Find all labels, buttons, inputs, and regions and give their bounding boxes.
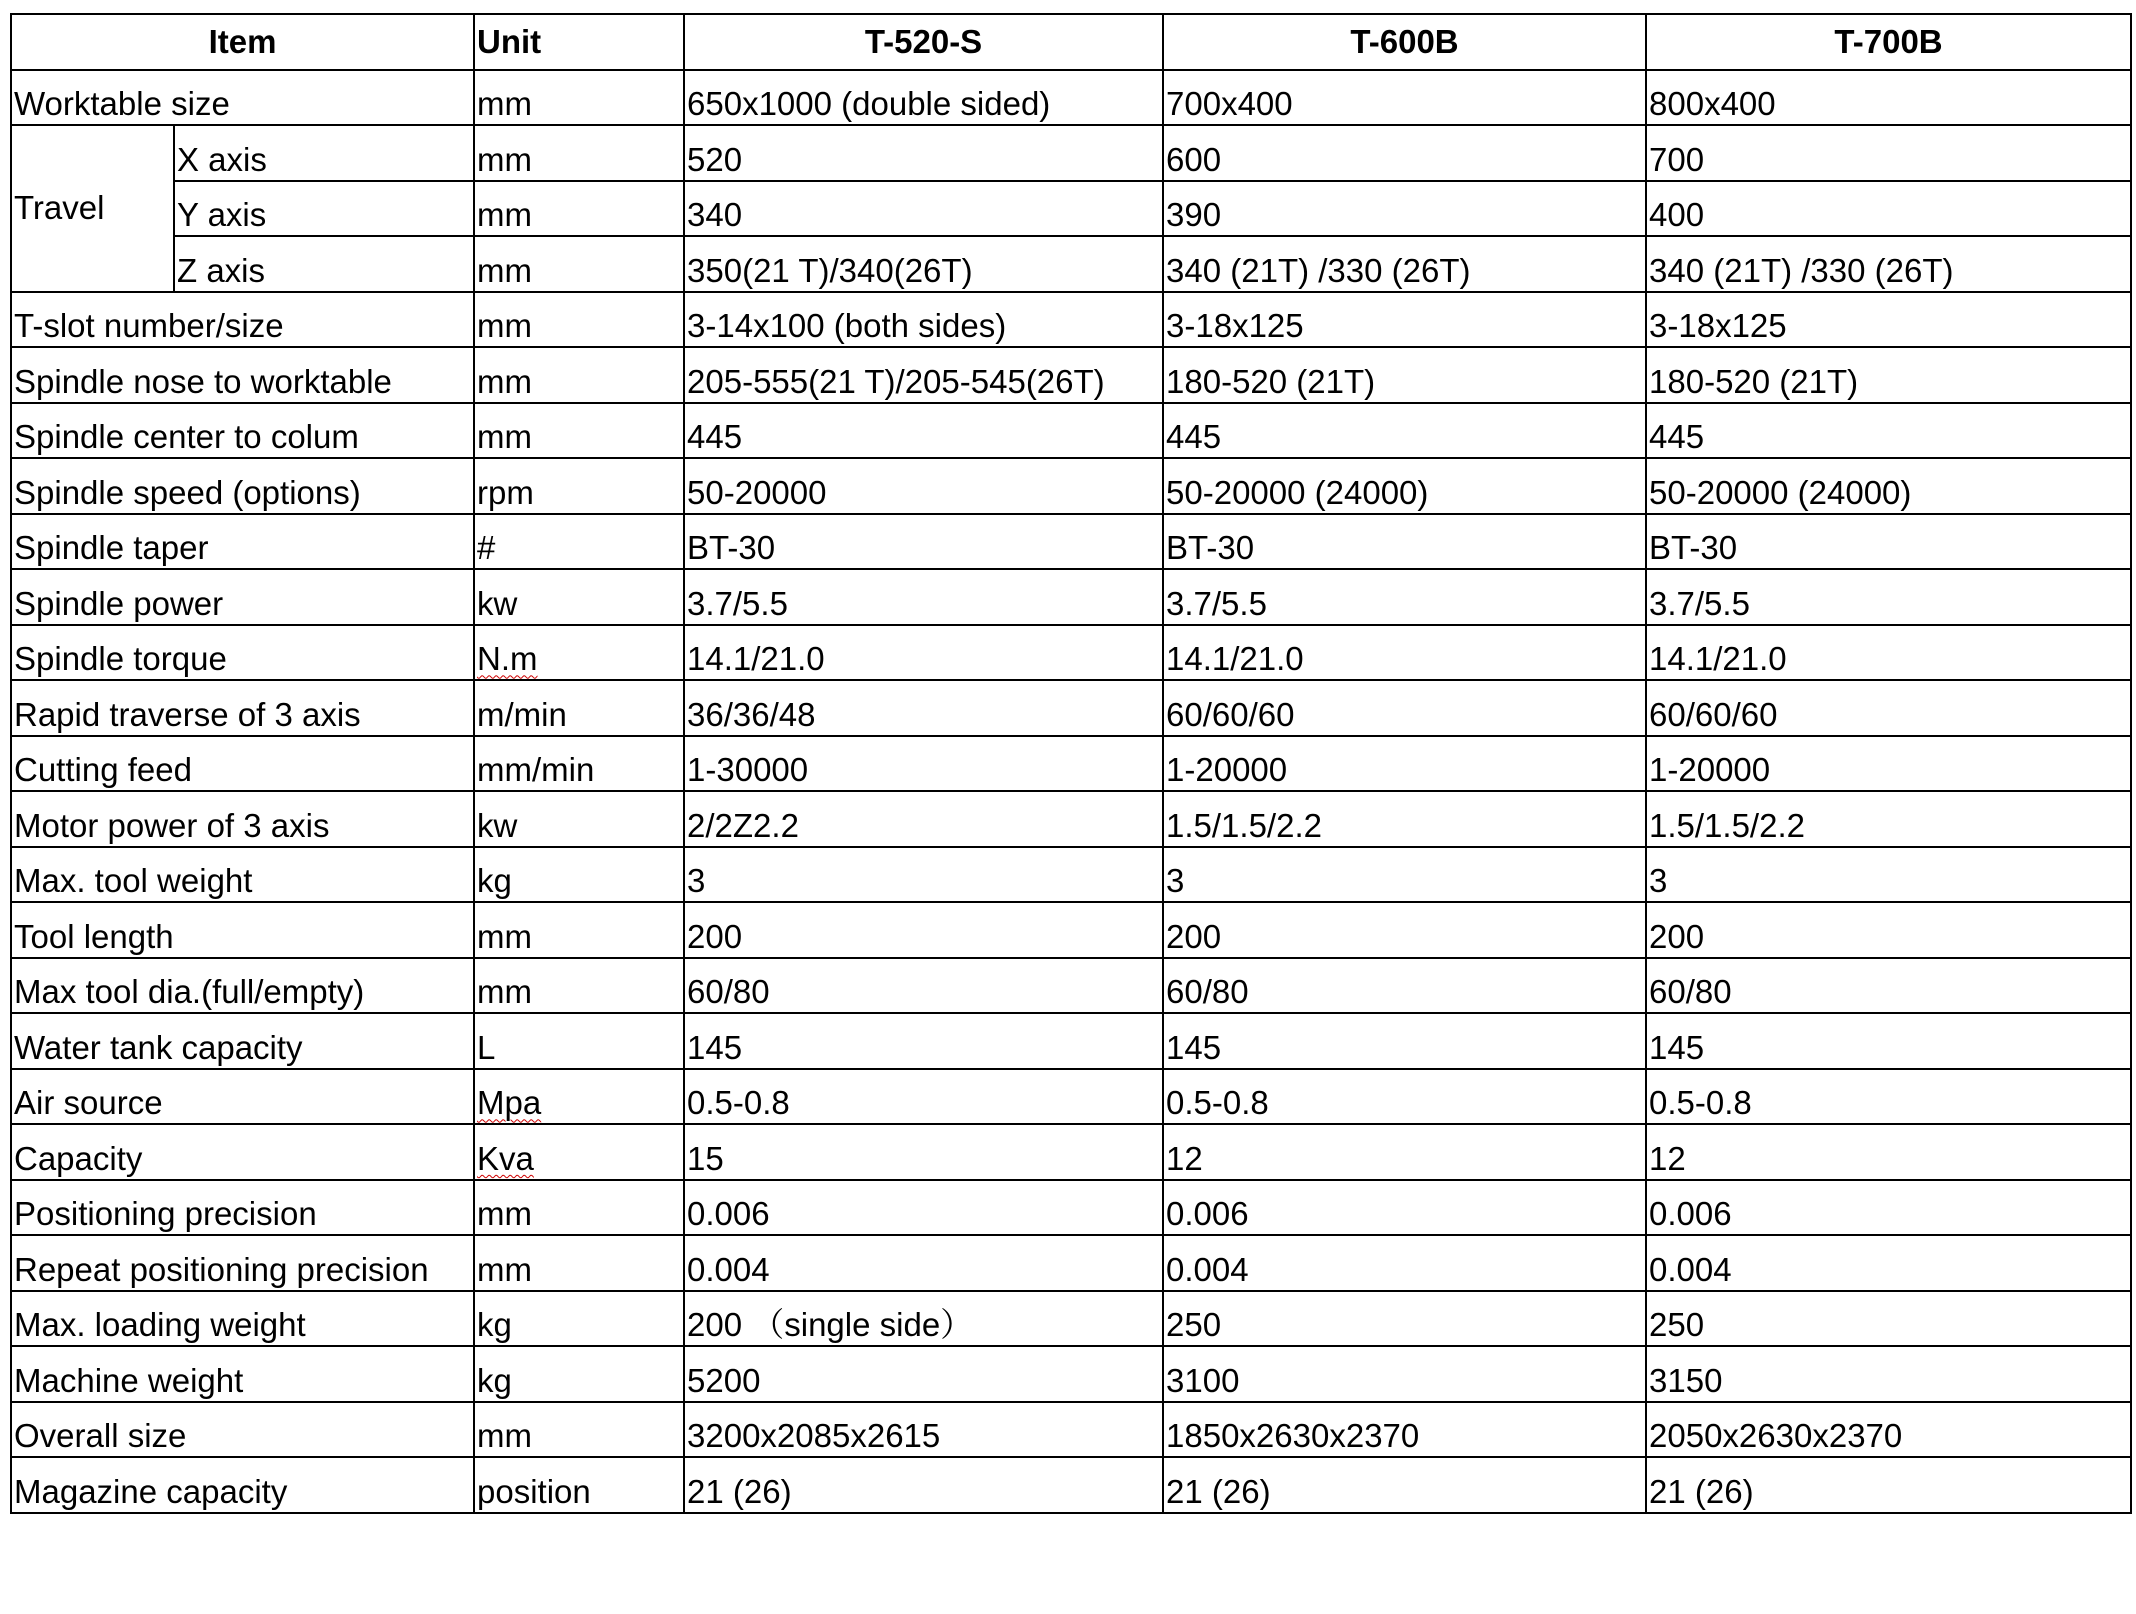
row-value: 180-520 (21T) xyxy=(1646,347,2131,403)
row-unit-text: mm xyxy=(477,362,532,400)
row-value: 145 xyxy=(684,1013,1163,1069)
row-value: 60/60/60 xyxy=(1163,680,1646,736)
row-value: 3-18x125 xyxy=(1646,292,2131,348)
row-unit-text: mm xyxy=(477,1250,532,1288)
row-label: Overall size xyxy=(11,1402,474,1458)
row-value: 340 xyxy=(684,181,1163,237)
table-row xyxy=(11,70,2131,126)
table-row xyxy=(11,1124,2131,1180)
row-value: 50-20000 xyxy=(684,458,1163,514)
row-value: 2/2Z2.2 xyxy=(684,791,1163,847)
row-value: 2050x2630x2370 xyxy=(1646,1402,2131,1458)
row-unit-text: kw xyxy=(477,806,518,844)
row-unit-text: Mpa xyxy=(477,1084,542,1122)
travel-axis: Z axis xyxy=(174,236,474,292)
row-value: 12 xyxy=(1163,1124,1646,1180)
row-value: 700 xyxy=(1646,125,2131,181)
row-value: 1-20000 xyxy=(1163,736,1646,792)
table-row xyxy=(11,1457,2131,1513)
row-value: 200 xyxy=(1163,902,1646,958)
row-unit xyxy=(474,292,684,348)
table-row xyxy=(11,569,2131,625)
row-value: 50-20000 (24000) xyxy=(1163,458,1646,514)
row-unit-text: rpm xyxy=(477,473,534,511)
row-unit-text: mm xyxy=(477,418,532,456)
row-value: 12 xyxy=(1646,1124,2131,1180)
row-unit xyxy=(474,403,684,459)
row-value: 200 （single side） xyxy=(684,1291,1163,1347)
row-value: 60/80 xyxy=(1646,958,2131,1014)
row-unit-text: mm xyxy=(477,1195,532,1233)
table-row xyxy=(11,181,2131,237)
table-row xyxy=(11,403,2131,459)
row-value: 250 xyxy=(1646,1291,2131,1347)
row-unit xyxy=(474,1124,684,1180)
row-value: 445 xyxy=(1163,403,1646,459)
row-unit-text: kg xyxy=(477,1306,512,1344)
row-label: Spindle torque xyxy=(11,625,474,681)
row-value: 145 xyxy=(1646,1013,2131,1069)
row-value: 145 xyxy=(1163,1013,1646,1069)
row-value: 800x400 xyxy=(1646,70,2131,126)
row-value: 200 xyxy=(684,902,1163,958)
row-unit xyxy=(474,791,684,847)
row-unit-text: mm xyxy=(477,917,532,955)
row-value: 340 (21T) /330 (26T) xyxy=(1163,236,1646,292)
row-unit xyxy=(474,458,684,514)
header-model-1: T-520-S xyxy=(684,14,1163,70)
row-unit xyxy=(474,1346,684,1402)
row-value: 3200x2085x2615 xyxy=(684,1402,1163,1458)
row-unit-text: N.m xyxy=(477,640,538,678)
table-row xyxy=(11,458,2131,514)
row-value: 340 (21T) /330 (26T) xyxy=(1646,236,2131,292)
table-row xyxy=(11,514,2131,570)
row-unit-text: mm xyxy=(477,973,532,1011)
row-label: T-slot number/size xyxy=(11,292,474,348)
row-value: 0.5-0.8 xyxy=(684,1069,1163,1125)
row-unit xyxy=(474,514,684,570)
row-label: Water tank capacity xyxy=(11,1013,474,1069)
row-unit-text: L xyxy=(477,1028,496,1066)
row-unit xyxy=(474,347,684,403)
row-unit: mm xyxy=(474,181,684,237)
row-value: 5200 xyxy=(684,1346,1163,1402)
row-label: Rapid traverse of 3 axis xyxy=(11,680,474,736)
row-value: 3 xyxy=(684,847,1163,903)
row-unit xyxy=(474,569,684,625)
row-value: 180-520 (21T) xyxy=(1163,347,1646,403)
row-unit xyxy=(474,625,684,681)
row-value: BT-30 xyxy=(1163,514,1646,570)
row-value: 3 xyxy=(1163,847,1646,903)
row-value: 50-20000 (24000) xyxy=(1646,458,2131,514)
row-value: 1-30000 xyxy=(684,736,1163,792)
row-value: 445 xyxy=(1646,403,2131,459)
row-unit-text: kw xyxy=(477,584,518,622)
row-value: 60/80 xyxy=(1163,958,1646,1014)
table-row xyxy=(11,736,2131,792)
row-label: Capacity xyxy=(11,1124,474,1180)
row-unit xyxy=(474,902,684,958)
row-value: 14.1/21.0 xyxy=(684,625,1163,681)
row-value: 0.006 xyxy=(1163,1180,1646,1236)
table-row xyxy=(11,625,2131,681)
row-value: 21 (26) xyxy=(1163,1457,1646,1513)
row-value: 0.5-0.8 xyxy=(1163,1069,1646,1125)
travel-label: Travel xyxy=(11,125,174,292)
row-unit xyxy=(474,958,684,1014)
row-value: 3.7/5.5 xyxy=(1646,569,2131,625)
row-label: Machine weight xyxy=(11,1346,474,1402)
row-unit xyxy=(474,1013,684,1069)
travel-axis: Y axis xyxy=(174,181,474,237)
row-label: Tool length xyxy=(11,902,474,958)
row-value: 445 xyxy=(684,403,1163,459)
row-value: 0.006 xyxy=(1646,1180,2131,1236)
row-value: 0.004 xyxy=(1646,1235,2131,1291)
spec-table xyxy=(10,13,2132,1514)
row-value: 0.006 xyxy=(684,1180,1163,1236)
row-value: 700x400 xyxy=(1163,70,1646,126)
row-unit: mm xyxy=(474,236,684,292)
row-value: 205-555(21 T)/205-545(26T) xyxy=(684,347,1163,403)
row-value: BT-30 xyxy=(684,514,1163,570)
row-unit xyxy=(474,736,684,792)
header-row xyxy=(11,14,2131,70)
row-unit xyxy=(474,1402,684,1458)
row-value: 350(21 T)/340(26T) xyxy=(684,236,1163,292)
row-unit xyxy=(474,1291,684,1347)
row-label: Spindle speed (options) xyxy=(11,458,474,514)
row-value: 60/60/60 xyxy=(1646,680,2131,736)
row-unit-text: mm xyxy=(477,1417,532,1455)
row-label: Cutting feed xyxy=(11,736,474,792)
row-label: Worktable size xyxy=(11,70,474,126)
row-value: 400 xyxy=(1646,181,2131,237)
table-row xyxy=(11,292,2131,348)
row-value: 250 xyxy=(1163,1291,1646,1347)
row-value: 15 xyxy=(684,1124,1163,1180)
row-label: Air source xyxy=(11,1069,474,1125)
travel-axis: X axis xyxy=(174,125,474,181)
row-value: 1.5/1.5/2.2 xyxy=(1163,791,1646,847)
row-value: 14.1/21.0 xyxy=(1646,625,2131,681)
row-value: 21 (26) xyxy=(1646,1457,2131,1513)
row-value: 21 (26) xyxy=(684,1457,1163,1513)
row-unit-text: kg xyxy=(477,1361,512,1399)
row-unit xyxy=(474,1180,684,1236)
row-value: 36/36/48 xyxy=(684,680,1163,736)
table-row xyxy=(11,958,2131,1014)
row-value: 0.004 xyxy=(684,1235,1163,1291)
row-label: Spindle power xyxy=(11,569,474,625)
table-row xyxy=(11,1402,2131,1458)
row-unit xyxy=(474,847,684,903)
row-label: Max tool dia.(full/empty) xyxy=(11,958,474,1014)
row-label: Spindle center to colum xyxy=(11,403,474,459)
table-row xyxy=(11,125,2131,181)
row-unit-text: mm/min xyxy=(477,751,595,789)
row-unit xyxy=(474,680,684,736)
row-value: 3 xyxy=(1646,847,2131,903)
table-row xyxy=(11,1235,2131,1291)
table-row xyxy=(11,902,2131,958)
header-model-3: T-700B xyxy=(1646,14,2131,70)
row-value: 1850x2630x2370 xyxy=(1163,1402,1646,1458)
table-row xyxy=(11,847,2131,903)
row-value: BT-30 xyxy=(1646,514,2131,570)
row-unit-text: position xyxy=(477,1472,591,1510)
row-unit xyxy=(474,1457,684,1513)
row-value: 200 xyxy=(1646,902,2131,958)
row-value: 520 xyxy=(684,125,1163,181)
row-unit: mm xyxy=(474,125,684,181)
row-label: Positioning precision xyxy=(11,1180,474,1236)
table-row xyxy=(11,1013,2131,1069)
header-unit: Unit xyxy=(474,14,684,70)
row-unit-text: kg xyxy=(477,862,512,900)
row-label: Spindle nose to worktable xyxy=(11,347,474,403)
row-unit-text: # xyxy=(477,529,496,567)
row-value: 600 xyxy=(1163,125,1646,181)
table-row xyxy=(11,1069,2131,1125)
row-value: 60/80 xyxy=(684,958,1163,1014)
row-label: Spindle taper xyxy=(11,514,474,570)
row-value: 1-20000 xyxy=(1646,736,2131,792)
row-unit-text: mm xyxy=(477,307,532,345)
spec-body xyxy=(11,70,2131,1513)
table-row xyxy=(11,680,2131,736)
row-unit xyxy=(474,1235,684,1291)
header-item: Item xyxy=(11,14,474,70)
row-value: 390 xyxy=(1163,181,1646,237)
row-value: 3-14x100 (both sides) xyxy=(684,292,1163,348)
row-label: Magazine capacity xyxy=(11,1457,474,1513)
row-value: 0.5-0.8 xyxy=(1646,1069,2131,1125)
row-value: 3100 xyxy=(1163,1346,1646,1402)
row-value: 1.5/1.5/2.2 xyxy=(1646,791,2131,847)
row-label: Max. tool weight xyxy=(11,847,474,903)
row-label: Repeat positioning precision xyxy=(11,1235,474,1291)
row-unit-text: m/min xyxy=(477,695,567,733)
row-label: Motor power of 3 axis xyxy=(11,791,474,847)
row-value: 3.7/5.5 xyxy=(684,569,1163,625)
table-row xyxy=(11,1346,2131,1402)
row-unit-text: Kva xyxy=(477,1139,534,1177)
row-value: 3.7/5.5 xyxy=(1163,569,1646,625)
row-value: 14.1/21.0 xyxy=(1163,625,1646,681)
row-value: 3150 xyxy=(1646,1346,2131,1402)
row-value: 650x1000 (double sided) xyxy=(684,70,1163,126)
row-label: Max. loading weight xyxy=(11,1291,474,1347)
row-unit xyxy=(474,1069,684,1125)
table-row xyxy=(11,347,2131,403)
table-row xyxy=(11,236,2131,292)
table-row xyxy=(11,1291,2131,1347)
header-model-2: T-600B xyxy=(1163,14,1646,70)
row-unit: mm xyxy=(474,70,684,126)
table-row xyxy=(11,1180,2131,1236)
row-value: 0.004 xyxy=(1163,1235,1646,1291)
row-value: 3-18x125 xyxy=(1163,292,1646,348)
table-row xyxy=(11,791,2131,847)
